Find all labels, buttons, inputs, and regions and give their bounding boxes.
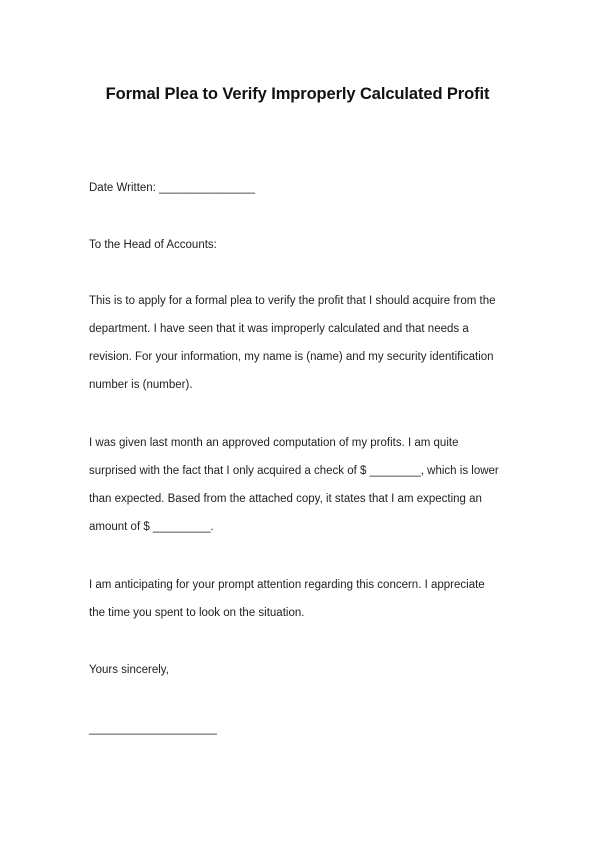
date-written-line: Date Written: _______________	[89, 182, 256, 194]
paragraph-line: I was given last month an approved computation of my profits. I am quite	[89, 437, 459, 449]
paragraph-line: revision. For your information, my name is (name) and my security identification	[89, 351, 494, 363]
signature-line: ____________________	[89, 723, 217, 735]
salutation: To the Head of Accounts:	[89, 239, 217, 251]
paragraph-line: amount of $ _________.	[89, 521, 214, 533]
paragraph-line: the time you spent to look on the situation.	[89, 607, 305, 619]
paragraph-line: number is (number).	[89, 379, 193, 391]
page-title: Formal Plea to Verify Improperly Calculated Profit	[105, 85, 490, 103]
paragraph-line: department. I have seen that it was improperly calculated and that needs a	[89, 323, 469, 335]
closing: Yours sincerely,	[89, 664, 169, 676]
paragraph-line: This is to apply for a formal plea to verify the profit that I should acquire from the	[89, 295, 496, 307]
paragraph-line: I am anticipating for your prompt attention regarding this concern. I appreciate	[89, 579, 485, 591]
paragraph-line: than expected. Based from the attached copy, it states that I am expecting an	[89, 493, 482, 505]
paragraph-line: surprised with the fact that I only acquired a check of $ ________, which is lower	[89, 465, 499, 477]
